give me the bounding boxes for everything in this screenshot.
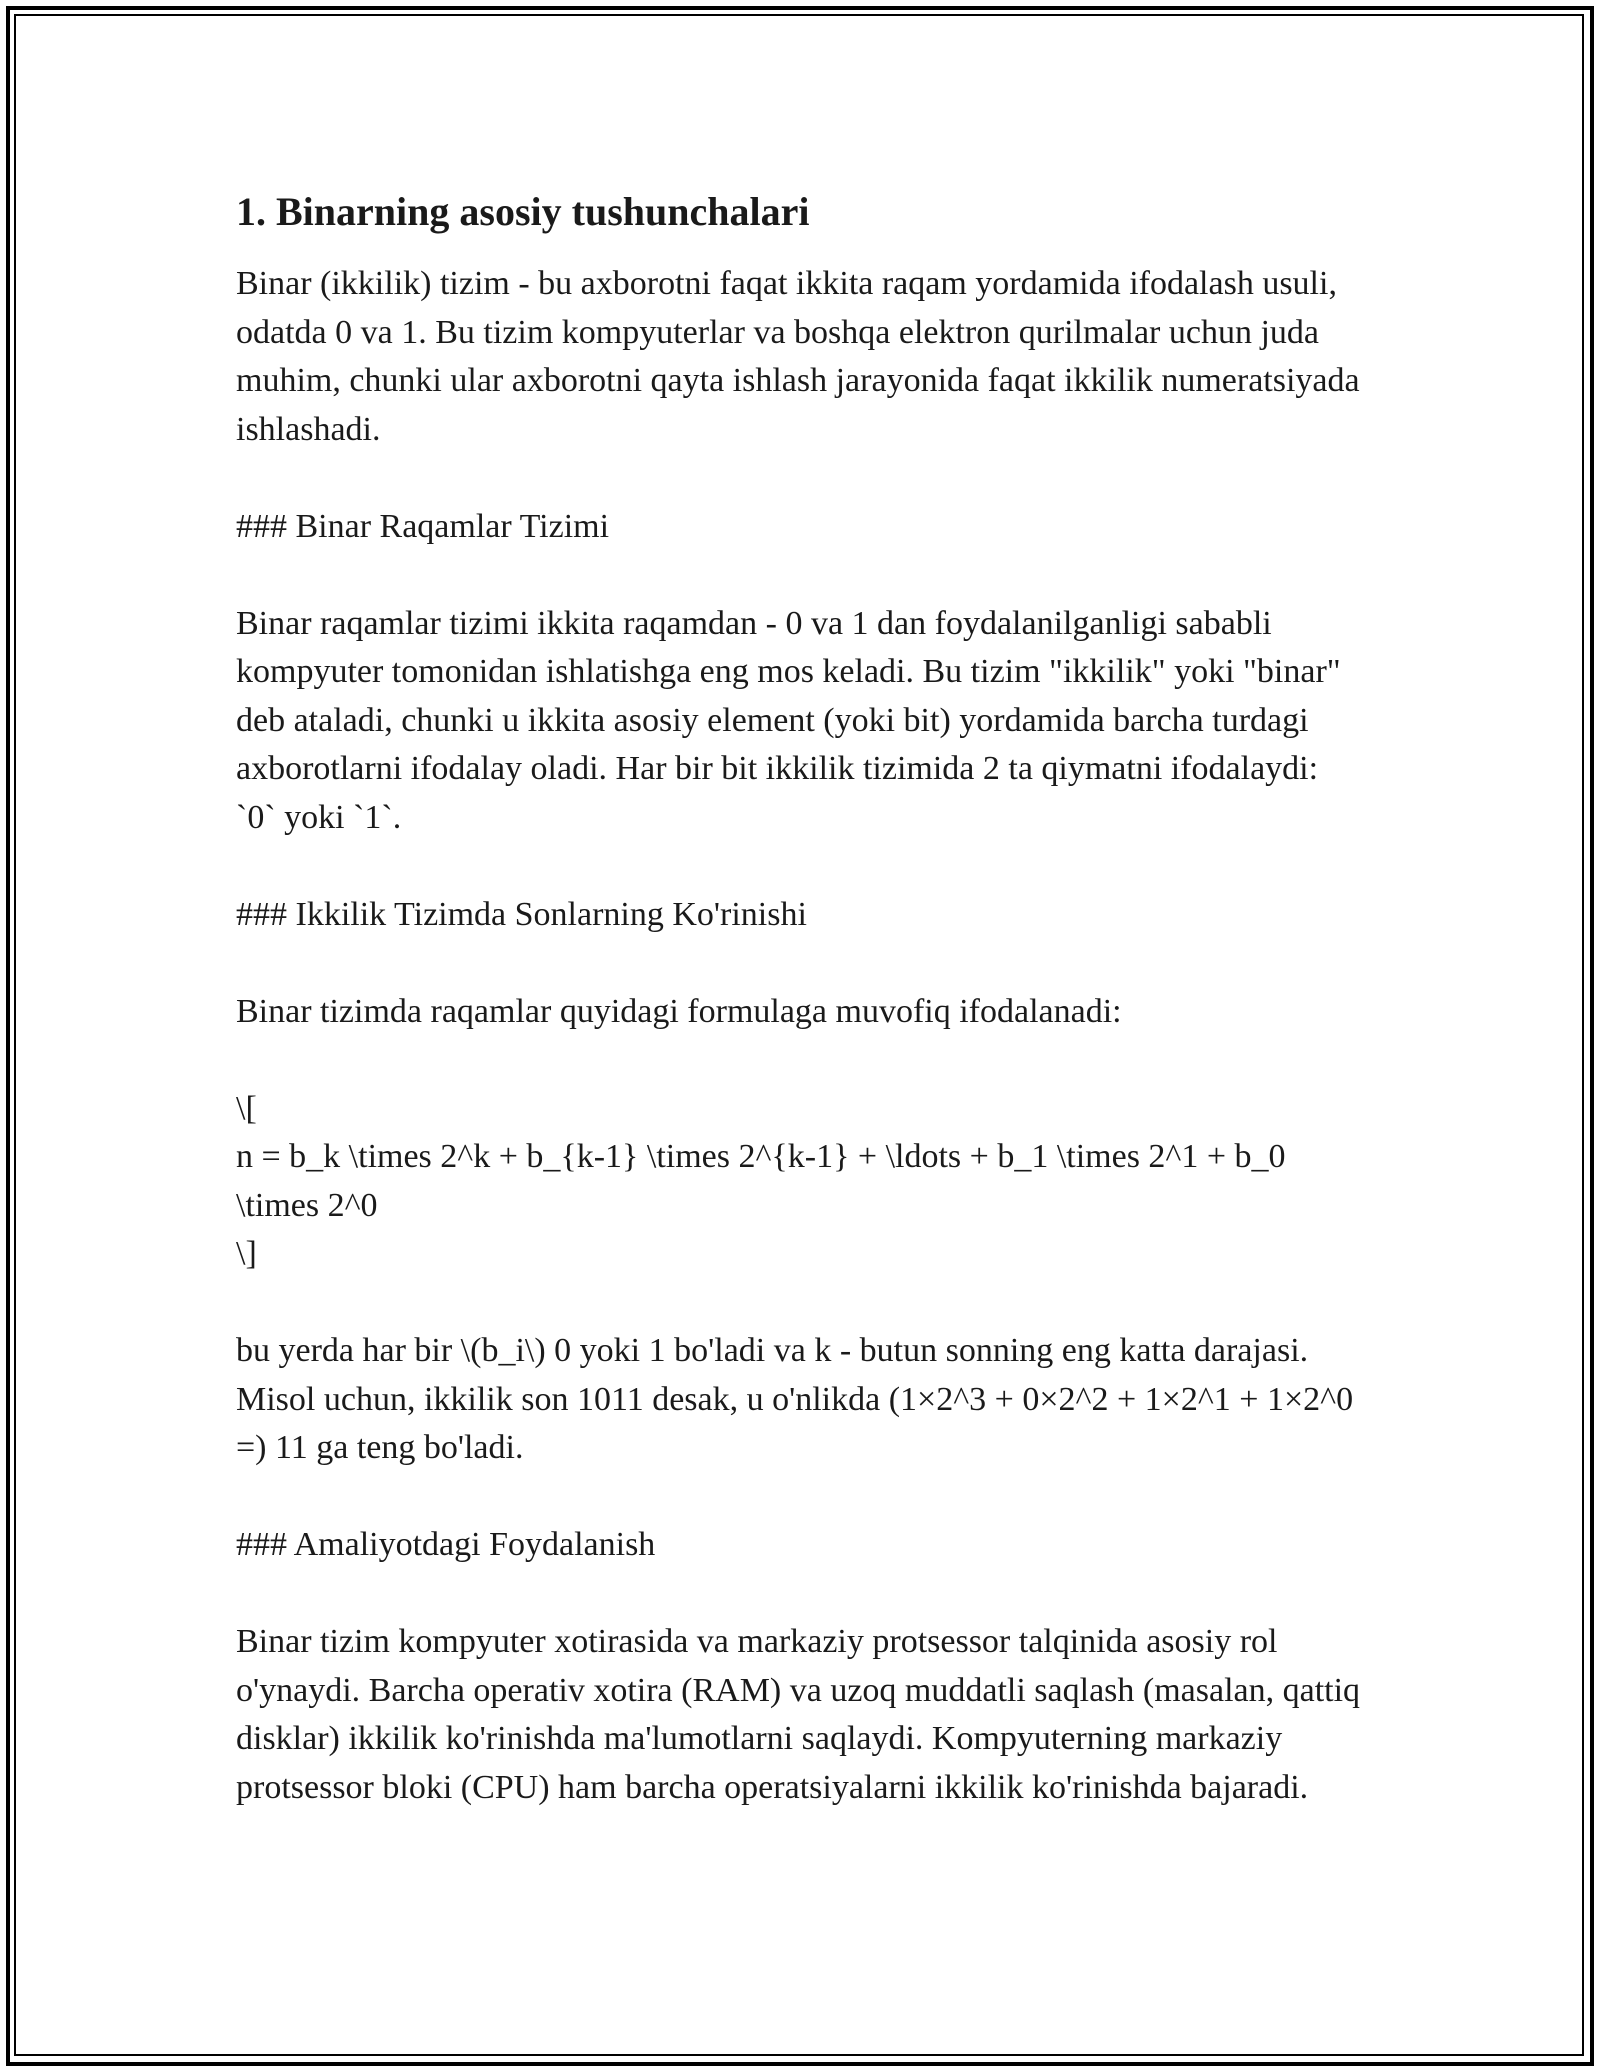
formula-body: n = b_k \times 2^k + b_{k-1} \times 2^{k-1} + \ldots + b_1 \times 2^1 + b_0 \times 2^0 [236,1138,1286,1224]
binar-raqamlar-paragraph: Binar raqamlar tizimi ikkita raqamdan - 0 va 1 dan foydalanilganligi sababli kompyuter tomonidan ishlatishga eng mos keladi. Bu tizim "ikkilik" yoki "binar" deb ataladi, chunki u ikkita asosiy element (yoki bit) yordamida barcha turdagi axborotlarni ifodalay oladi. Har bir bit ikkilik tizimida 2 ta qiymatni ifodalaydi: `0` yoki `1`. [236,604,1341,836]
subheading-binar-raqamlar: ### Binar Raqamlar Tizimi [236,507,610,545]
intro-paragraph: Binar (ikkilik) tizim - bu axborotni faqat ikkita raqam yordamida ifodalash usuli, odatda 0 va 1. Bu tizim kompyuterlar va boshqa elektron qurilmalar uchun juda muhim, chunki ular axborotni qayta ishlash jarayonida faqat ikkilik numeratsiyada ishlashadi. [236,265,1360,448]
section-title: 1. Binarning asosiy tushunchalari [236,189,810,234]
formula-explanation-paragraph: bu yerda har bir \(b_i\) 0 yoki 1 bo'ladi va k - butun sonning eng katta darajasi. Misol uchun, ikkilik son 1011 desak, u o'nlikda (1×2^3 + 0×2^2 + 1×2^1 + 1×2^0 =) 11 ga teng bo'ladi. [236,1332,1354,1466]
subheading-ikkilik-sonlar: ### Ikkilik Tizimda Sonlarning Ko'rinishi [236,895,807,933]
amaliyot-paragraph: Binar tizim kompyuter xotirasida va markaziy protsessor talqinida asosiy rol o'ynaydi. Barcha operativ xotira (RAM) va uzoq muddatli saqlash (masalan, qattiq disklar) ikkilik ko'rinishda ma'lumotlarni saqlaydi. Kompyuterning markaziy protsessor bloki (CPU) ham barcha operatsiyalarni ikkilik ko'rinishda bajaradi. [236,1623,1361,1806]
subheading-amaliyot: ### Amaliyotdagi Foydalanish [236,1526,656,1563]
ikkilik-sonlar-paragraph: Binar tizimda raqamlar quyidagi formulaga muvofiq ifodalanadi: [236,992,1122,1030]
formula-open: \[ [236,1089,257,1127]
formula-block [236,1085,1366,1279]
formula-close: \] [236,1235,257,1272]
document-body [236,186,1366,1861]
